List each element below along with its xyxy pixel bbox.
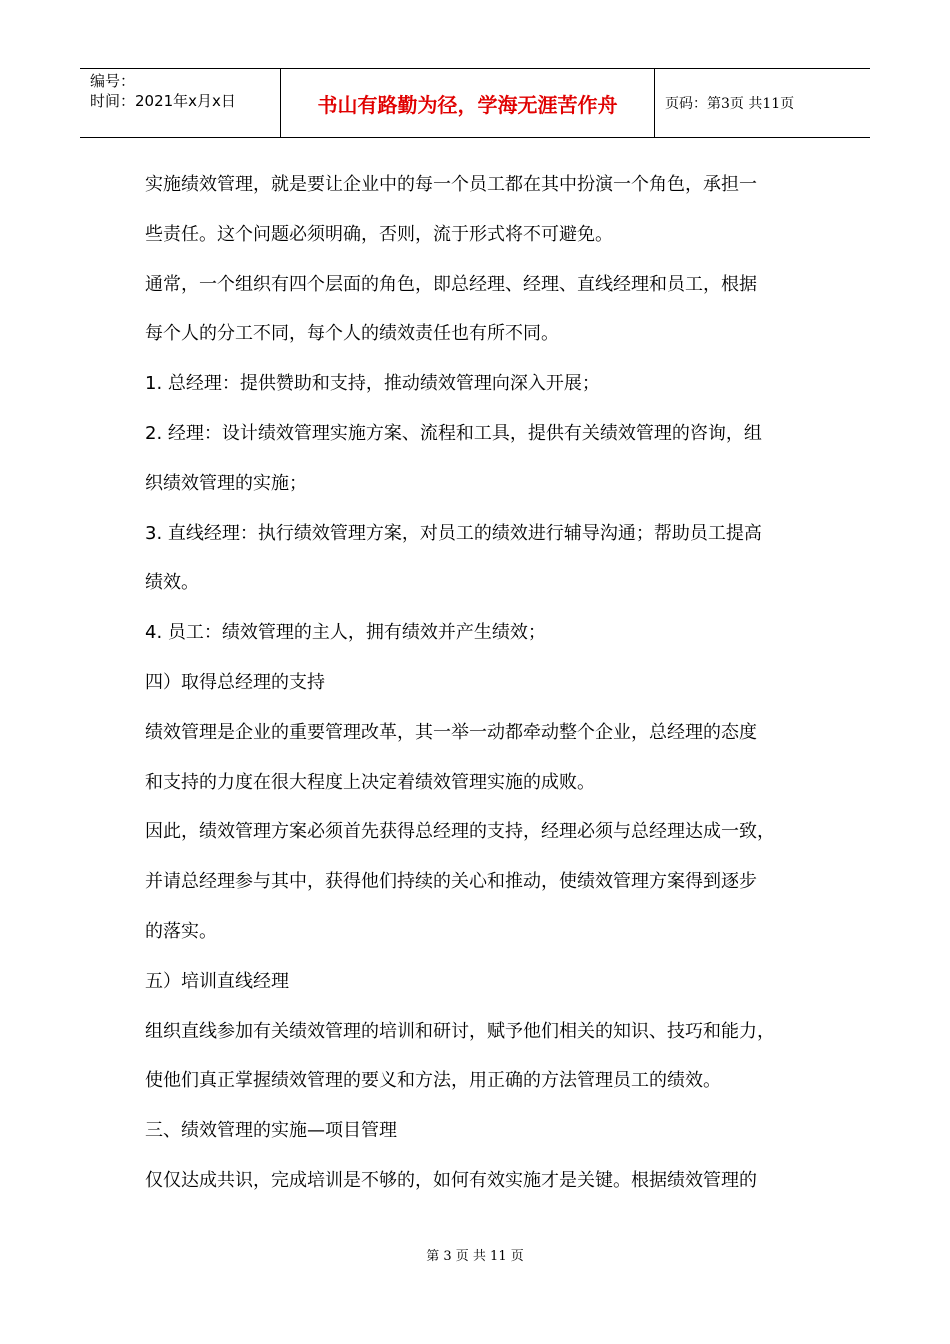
body-line: 织绩效管理的实施； [145,472,307,494]
body-line: 每个人的分工不同，每个人的绩效责任也有所不同。 [145,323,559,345]
body-line: 2. 经理：设计绩效管理实施方案、流程和工具，提供有关绩效管理的咨询，组 [145,422,762,444]
header-page-info: 页码：第3页 共11页 [665,96,795,112]
body-line: 些责任。这个问题必须明确，否则，流于形式将不可避免。 [145,223,613,245]
body-line: 使他们真正掌握绩效管理的要义和方法，用正确的方法管理员工的绩效。 [145,1070,721,1092]
body-line: 通常，一个组织有四个层面的角色，即总经理、经理、直线经理和员工，根据 [145,273,757,295]
header-motto: 书山有路勤为径，学海无涯苦作舟 [281,69,655,137]
page-footer: 第 3 页 共 11 页 [426,1249,524,1264]
section-heading: 三、绩效管理的实施—项目管理 [145,1120,397,1142]
body-line: 1. 总经理：提供赞助和支持，推动绩效管理向深入开展； [145,373,600,395]
header-meta [80,69,281,137]
document-body [145,160,815,1206]
body-line: 绩效管理是企业的重要管理改革，其一举一动都牵动整个企业，总经理的态度 [145,721,757,743]
body-line: 组织直线参加有关绩效管理的培训和研讨，赋予他们相关的知识、技巧和能力， [145,1020,775,1042]
section-heading: 四）取得总经理的支持 [145,671,325,693]
body-line: 实施绩效管理，就是要让企业中的每一个员工都在其中扮演一个角色，承担一 [145,174,757,195]
body-line: 3. 直线经理：执行绩效管理方案，对员工的绩效进行辅导沟通；帮助员工提高 [145,522,762,544]
document-time-label: 时间：2021年x月x日 [90,92,236,110]
body-line: 绩效。 [145,572,199,594]
section-heading: 五）培训直线经理 [145,970,289,992]
document-number-label: 编号： [90,72,136,90]
page-header [80,68,870,138]
body-line: 并请总经理参与其中，获得他们持续的关心和推动，使绩效管理方案得到逐步 [145,871,757,893]
body-line: 因此，绩效管理方案必须首先获得总经理的支持，经理必须与总经理达成一致， [145,821,775,843]
body-line: 仅仅达成共识，完成培训是不够的，如何有效实施才是关键。根据绩效管理的 [145,1169,757,1191]
body-line: 和支持的力度在很大程度上决定着绩效管理实施的成败。 [145,771,595,793]
body-line: 4. 员工：绩效管理的主人，拥有绩效并产生绩效； [145,622,546,644]
body-line: 的落实。 [145,920,217,942]
